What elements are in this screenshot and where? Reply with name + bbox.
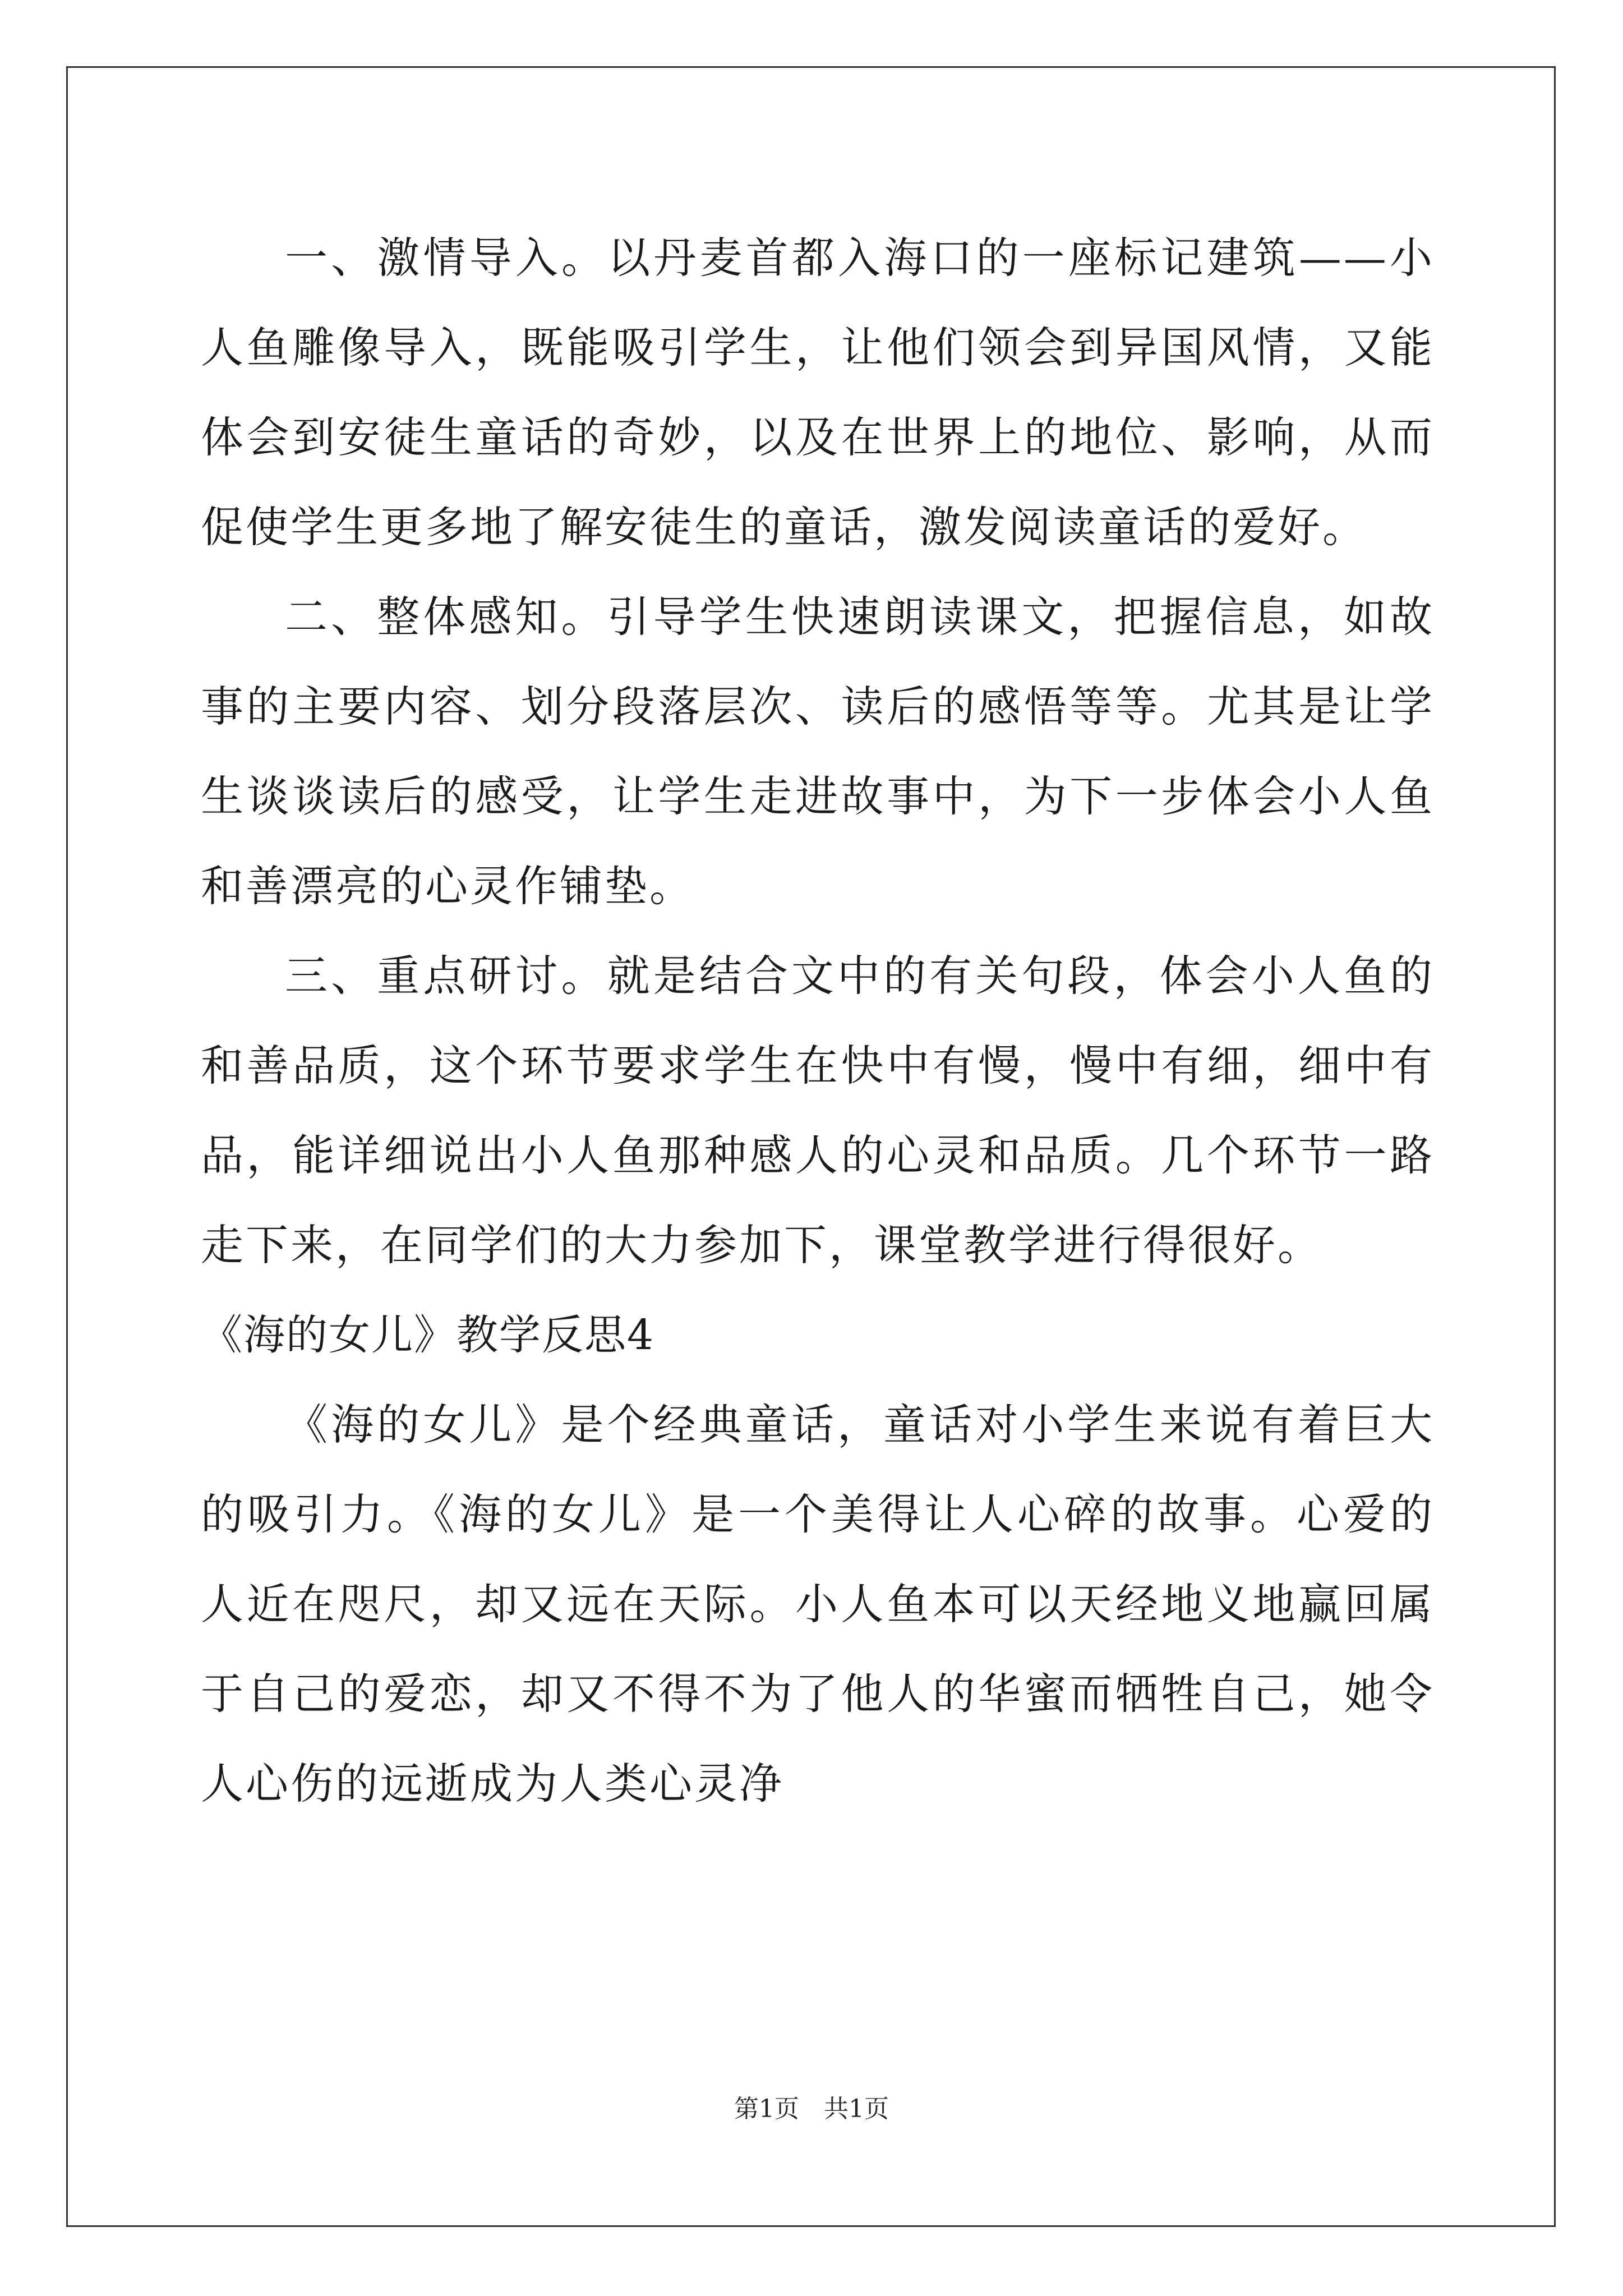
paragraph-reflection: 《海的女儿》是个经典童话，童话对小学生来说有着巨大的吸引力。《海的女儿》是一个美得让人心碎的故事。心爱的人近在咫尺，却又远在天际。小人鱼本可以天经地义地赢回属于自己的爱恋，却又不得不为了他人的华蜜而牺牲自己，她令人心伤的远逝成为人类心灵净 — [201, 1400, 1435, 1809]
document-body — [201, 213, 1435, 1829]
page-number-footer: 第1页 共1页 — [734, 2095, 889, 2123]
paragraph-overall-perception: 二、整体感知。引导学生快速朗读课文，把握信息，如故事的主要内容、划分段落层次、读后的感悟等等。尤其是让学生谈谈读后的感受，让学生走进故事中，为下一步体会小人鱼和善漂亮的心灵作铺垫。 — [201, 592, 1435, 911]
paragraph-key-discussion: 三、重点研讨。就是结合文中的有关句段，体会小人鱼的和善品质，这个环节要求学生在快中有慢，慢中有细，细中有品，能详细说出小人鱼那种感人的心灵和品质。几个环节一路走下来，在同学们的大力参加下，课堂教学进行得很好。 — [201, 951, 1435, 1270]
section-heading: 《海的女儿》教学反思4 — [201, 1311, 655, 1359]
paragraph-intro-step: 一、激情导入。以丹麦首都入海口的一座标记建筑——小人鱼雕像导入，既能吸引学生，让他们领会到异国风情，又能体会到安徒生童话的奇妙，以及在世界上的地位、影响，从而促使学生更多地了解安徒生的童话，激发阅读童话的爱好。 — [201, 233, 1435, 552]
